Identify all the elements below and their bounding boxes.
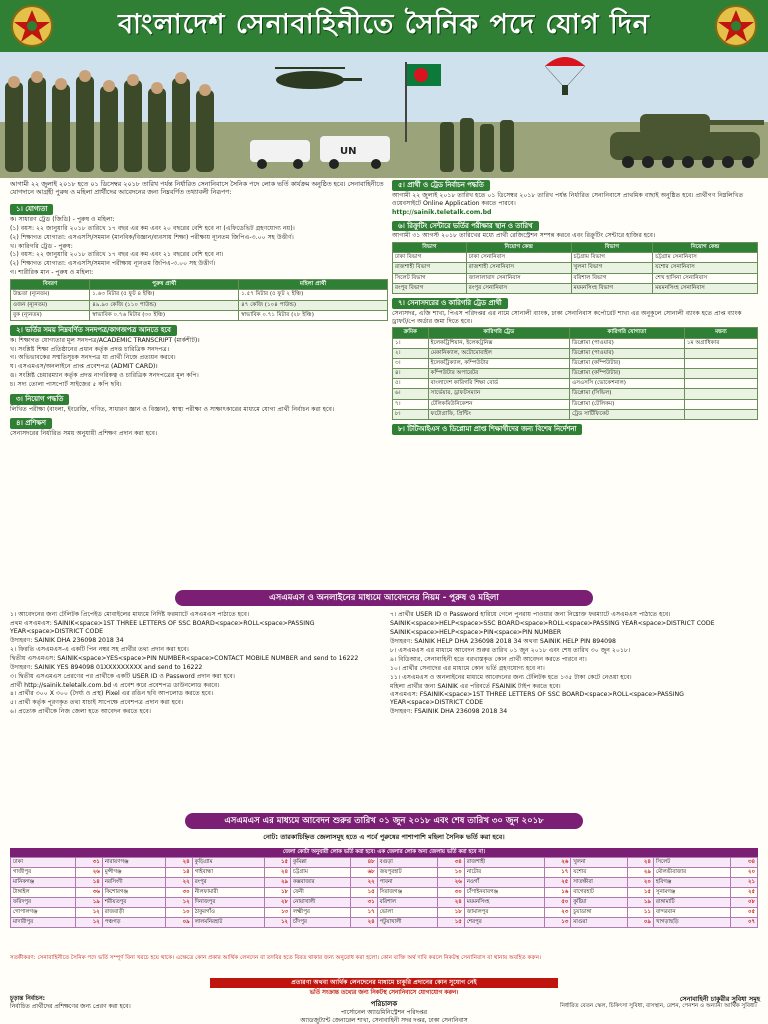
table-cell: ইলেকট্রিক্যাল, কম্পিউটার: [428, 358, 569, 368]
district-quota: ২৪: [264, 867, 290, 877]
district-quota: ৩৪: [438, 857, 464, 867]
documents-list: [10, 337, 388, 390]
contact-note: ভর্তি সংক্রান্ত তথ্যের জন্য নিকটস্থ সেনানিবাসে যোগাযোগ করুন।: [309, 990, 459, 996]
technical-trade-table: [392, 327, 758, 419]
table-cell: বাংলাদেশ কারিগরি শিক্ষা বোর্ড: [428, 379, 569, 389]
table-row: [11, 310, 388, 320]
table-cell: ডিপ্লোমা (টেলিকম): [569, 399, 684, 409]
district-table-heading: জেলা কোটা অনুযায়ী লোক ভর্তি করা হবে। এক জেলার লোক অন্য জেলায় ভর্তি করা হবে না।: [10, 848, 758, 857]
district-name: কুমিল্লা: [290, 857, 350, 867]
army-emblem-icon: [714, 4, 758, 48]
left-column: [10, 204, 388, 438]
table-cell: সিলেট বিভাগ: [393, 273, 467, 283]
table-cell: ডিপ্লোমা (কম্পিউটার): [569, 358, 684, 368]
district-quota: ০৮: [731, 897, 758, 907]
table-cell: ডিপ্লোমা (পাওয়ার): [569, 348, 684, 358]
eligibility-line: খ। কারিগরি ট্রেড - পুরুষ:: [10, 242, 73, 250]
website-url-link[interactable]: http://sainik.teletalk.com.bd: [392, 208, 492, 216]
district-quota: ১২: [76, 907, 102, 917]
director-title: পরিচালক: [370, 1000, 398, 1008]
section-heading-recruiting-centers: ৬। রিক্রুটিং সেন্টারে ভর্তির পরীক্ষার স্থান ও তারিখ: [392, 221, 539, 232]
district-quota: ১০: [166, 907, 192, 917]
district-quota: ২৬: [76, 867, 102, 877]
eligibility-line: ক। সাধারণ ট্রেড (জিডি) - পুরুষ ও মহিলা:: [10, 215, 115, 223]
district-name: চাঁপাইনবাবগঞ্জ: [464, 887, 544, 897]
district-quota: ৬৮: [351, 867, 377, 877]
table-header: মন্তব্য: [684, 328, 757, 338]
eligibility-line: (১) বয়স: ২২ জানুয়ারি ২০১৮ তারিখে ১৭ বছর এর কম এবং ২১ বছরের বেশি হবে না।: [10, 251, 224, 259]
district-quota: ২৪: [627, 857, 653, 867]
table-cell: বরিশাল বিভাগ: [571, 273, 653, 283]
district-name: সিলেট: [653, 857, 730, 867]
district-name: ঠাকুরগাঁও: [192, 907, 264, 917]
district-quota: ২৫: [731, 887, 758, 897]
district-quota: ৩০: [166, 887, 192, 897]
sms-rules-band: এসএমএস ও অনলাইনের মাধ্যমে আবেদনের নিয়ম - পুরুষ ও মহিলা: [175, 590, 593, 606]
eligibility-line: (২) শিক্ষাগত যোগ্যতা: এসএসসি/সমমান পরীক্ষায় ন্যূনতম জিপিএ-৩.০০ সহ উত্তীর্ণ।: [10, 260, 216, 268]
district-name: দিনাজপুর: [192, 897, 264, 907]
benefits-text: নির্ধারিত বেতন স্কেল, চিকিৎসা সুবিধা, বাসস্থান, রেশন, পেনশন ও অন্যান্য আর্থিক সুবিধা।: [560, 1003, 757, 1010]
district-quota: ২৬: [438, 877, 464, 887]
benefits-title: সেনাবাহিনী চাকুরীর সুবিধা সমূহ: [679, 995, 760, 1003]
table-row: [11, 857, 758, 867]
district-quota: ১৮: [438, 907, 464, 917]
district-name: মুন্সীগঞ্জ: [102, 867, 166, 877]
selection-text: লিখিত পরীক্ষা (বাংলা, ইংরেজি, গণিত, সাধারণ জ্ঞান ও বিজ্ঞান), স্বাস্থ্য পরীক্ষা ও সাক্ষাৎকারের মাধ্যমে যোগ্য প্রার্থী নির্বাচন করা হবে।: [10, 405, 335, 413]
sms-line: এসএমএস: FSAINIK<space>1ST THREE LETTERS OF SSC BOARD<space>ROLL<space>PASSING YEAR<space>DISTRICT CODE: [390, 691, 684, 707]
district-quota: ৫০: [544, 897, 570, 907]
district-name: ফেনী: [290, 887, 350, 897]
page-title: বাংলাদেশ সেনাবাহিনীতে সৈনিক পদে যোগ দিন: [118, 9, 650, 40]
table-cell: ট্রেড সার্টিফিকেট: [569, 409, 684, 419]
district-quota: ২২: [166, 877, 192, 887]
district-quota: ০৭: [731, 917, 758, 927]
district-name: ফরিদপুর: [11, 897, 76, 907]
table-cell: টেলিকমিউনিকেশন: [428, 399, 569, 409]
sms-line: ৪। প্রার্থীর ৩০০ X ৩০০ (দৈর্ঘ্য ও প্রস্থ) Pixel এর রঙিন ছবি আপলোড করতে হবে।: [10, 690, 214, 698]
district-name: বগুড়া: [377, 857, 438, 867]
table-cell: রংপুর বিভাগ: [393, 283, 467, 293]
director-line-1: পার্সোনেল অ্যাডমিনিস্ট্রেশন পরিদপ্তর: [340, 1008, 428, 1016]
district-quota: ১৯: [76, 897, 102, 907]
eligibility-list: [10, 216, 388, 278]
table-cell: ১.৬৩ মিটার (৫ ফুট ৪ ইঞ্চি): [90, 290, 239, 300]
application-date-band: এসএমএস এর মাধ্যমে আবেদন শুরুর তারিখ ০১ জুন ২০১৮ এবং শেষ তারিখ ৩০ জুন ২০১৮: [185, 813, 583, 829]
table-row: [393, 348, 758, 358]
district-name: সাতক্ষীরা: [571, 877, 627, 887]
district-name: যশোর: [571, 867, 627, 877]
sms-line: উদাহরণ: SAINIK DHA 236098 2018 34: [10, 636, 124, 644]
district-quota-table: [10, 848, 758, 928]
district-quota: ১৯: [627, 897, 653, 907]
district-quota: ২০: [731, 867, 758, 877]
district-name: গাইবান্ধা: [192, 867, 264, 877]
table-cell: ফটোগ্রাফি, প্রিন্টিং: [428, 409, 569, 419]
district-name: নোয়াখালী: [290, 897, 350, 907]
district-quota: ১২: [76, 917, 102, 927]
district-name: নরসিংদী: [102, 877, 166, 887]
table-cell: ৪৭ কেজি (১০৪ পাউন্ড): [239, 300, 388, 310]
benefits-block: [560, 995, 760, 1010]
district-name: সুনামগঞ্জ: [653, 887, 730, 897]
table-row: [11, 290, 388, 300]
table-cell: শেখ হাসিনা সেনানিবাস: [653, 273, 758, 283]
district-quota: ১৭: [544, 867, 570, 877]
table-cell: [684, 389, 757, 399]
district-quota: ২৪: [438, 897, 464, 907]
table-row: [393, 409, 758, 419]
table-cell: বুক (ন্যূনতম): [11, 310, 90, 320]
document-line: চ। সদ্য তোলা পাসপোর্ট সাইজের ৫ কপি ছবি।: [10, 381, 122, 389]
district-quota: ৩১: [351, 897, 377, 907]
table-cell: মেকানিক্যাল, অটোমোবাইল: [428, 348, 569, 358]
table-cell: চট্টগ্রাম সেনানিবাস: [653, 253, 758, 263]
table-cell: রাজশাহী বিভাগ: [393, 263, 467, 273]
sms-line: ১০। প্রার্থীর সেনাদের এর মাধ্যমে কোন ভর্তি গ্রহণযোগ্য হবে না।: [390, 664, 545, 672]
district-quota: ১৫: [627, 887, 653, 897]
district-name: ময়মনসিংহ: [464, 897, 544, 907]
district-name: বাগেরহাট: [571, 887, 627, 897]
note-band: নোট: তারকাচিহ্নিত জেলাসমূহ হতে এ পর্বে পুরুষের পাশাপাশি মহিলা সৈনিক ভর্তি করা হবে।: [263, 833, 505, 841]
director-block: [280, 1000, 488, 1024]
table-cell: [684, 348, 757, 358]
district-quota: ৩১: [76, 857, 102, 867]
district-name: চুয়াডাঙ্গা: [571, 907, 627, 917]
table-cell: ওজন (ন্যূনতম): [11, 300, 90, 310]
district-name: কুষ্টিয়া: [571, 897, 627, 907]
sms-right-column: [390, 610, 758, 717]
district-quota: ১৫: [351, 887, 377, 897]
table-cell: ৪৯.৯০ কেজি (১১০ পাউন্ড): [90, 300, 239, 310]
sms-line: উদাহরণ: FSAINIK DHA 236098 2018 34: [390, 708, 508, 716]
recruiting-centers-text: আগামী ৩১ আগস্ট ২০১৮ তারিখের মধ্যে প্রার্থী রেজিস্ট্রেশন সম্পন্ন করবে এবং রিক্রুটিং সেন্টারে হাজির হবে।: [392, 232, 656, 240]
sms-line: ৫। প্রার্থী কর্তৃক পূরণকৃত তথ্য যাচাই সাপেক্ষে প্রবেশপত্র প্রদান করা হবে।: [10, 699, 184, 707]
table-cell: ডিপ্লোমা (সিভিল): [569, 389, 684, 399]
sms-line: ৭। প্রার্থীর USER ID ও Password হারিয়ে গেলে পুনরায় পাওয়ার জন্য নিম্নোক্ত ফরম্যাটে এসএমএস পাঠাতে হবে।: [390, 611, 671, 618]
district-quota: ২১: [731, 877, 758, 887]
district-name: মাগুরা: [571, 917, 627, 927]
table-header: কারিগরি ট্রেড: [428, 328, 569, 338]
technical-text: সেনাসদর, এজি শাখা, পিএস পরিদপ্তর এর নামে সোনালী ব্যাংক, ঢাকা সেনানিবাস কর্পোরেট শাখা এর অনুকূলে সোনালী ব্যাংক হতে প্রাপ্ত ব্যাংক ড্রাফট/পে অর্ডার জমা দিতে হবে।: [392, 309, 742, 325]
table-cell: ৮।: [393, 409, 429, 419]
district-quota: ৩৪: [731, 857, 758, 867]
section-heading-application: ৫। প্রার্থী ও ট্রেড নির্বাচন পদ্ধতি: [392, 180, 490, 191]
district-name: নারায়ণগঞ্জ: [102, 857, 166, 867]
district-name: শরীয়তপুর: [102, 897, 166, 907]
district-name: গাজীপুর: [11, 867, 76, 877]
district-name: চাঁদপুর: [290, 917, 350, 927]
table-cell: ৭।: [393, 399, 429, 409]
table-row: [11, 907, 758, 917]
district-name: জামালপুর: [464, 907, 544, 917]
training-text: সেনাসদরের নির্ধারিত সময় অনুযায়ী প্রশিক্ষণ প্রদান করা হবে।: [10, 429, 158, 437]
district-quota: ০৫: [731, 907, 758, 917]
fraud-warning-band: প্রতারণা অথবা আর্থিক লেনদেনের মাধ্যমে চাকুরি প্রদানের কোন সুযোগ নেই: [210, 978, 558, 988]
table-header: বিভাগ: [393, 243, 467, 253]
table-cell: জালালাবাদ সেনানিবাস: [466, 273, 571, 283]
table-cell: খুলনা বিভাগ: [571, 263, 653, 273]
eligibility-line: গ। শারীরিক মান - পুরুষ ও মহিলা:: [10, 269, 94, 277]
district-quota: ৪৮: [351, 857, 377, 867]
sms-line: SAINIK<space>HELP<space>SSC BOARD<space>ROLL<space>PASSING YEAR<space>DISTRICT CODE: [390, 619, 715, 627]
district-name: মৌলভীবাজার: [653, 867, 730, 877]
district-quota: ১২: [166, 897, 192, 907]
table-cell: [684, 369, 757, 379]
district-name: বান্দরবান: [653, 907, 730, 917]
district-name: পাবনা: [377, 877, 438, 887]
district-name: কক্সবাজার: [290, 877, 350, 887]
svg-text:UN: UN: [340, 146, 357, 157]
table-row: [393, 358, 758, 368]
table-cell: [684, 379, 757, 389]
table-row: [393, 273, 758, 283]
table-cell: কম্পিউটার অপারেটর: [428, 369, 569, 379]
district-quota: ১৬: [544, 887, 570, 897]
table-cell: সার্ভেয়ার, ড্রাফটসম্যান: [428, 389, 569, 399]
sms-line: দ্বিতীয় এসএমএস: SAINIK<space>YES<space>PIN NUMBER<space>CONTACT MOBILE NUMBER and send to 16222: [10, 654, 359, 662]
section-heading-technical: ৭। সেনাসদরের ও কারিগরি ট্রেড প্রার্থী: [392, 298, 508, 309]
table-header: নিয়োগ কেন্দ্র: [653, 243, 758, 253]
sms-line: ৯। বিডিআর, সেনাবাহিনী হতে বরখাস্তকৃত কোন প্রার্থী আবেদন করতে পারবে না।: [390, 655, 587, 663]
district-name: খাগড়াছড়ি: [653, 917, 730, 927]
section-heading-eligibility: ১। যোগ্যতা: [10, 204, 53, 215]
sms-line: প্রার্থী http://sainik.teletalk.com.bd এ প্রবেশ করে প্রবেশপত্র ডাউনলোড করবে।: [10, 681, 220, 689]
table-header: ক্রমিক: [393, 328, 429, 338]
right-column: [392, 180, 758, 435]
document-line: খ। সংশ্লিষ্ট শিক্ষা প্রতিষ্ঠানের প্রধান কর্তৃক প্রদত্ত চারিত্রিক সনদপত্র।: [10, 345, 170, 353]
sms-line: ৩। দ্বিতীয় এসএমএস প্রেরণের পর প্রার্থীকে একটি USER ID ও Password প্রদান করা হবে।: [10, 672, 235, 680]
table-header: বিবরণ: [11, 280, 90, 290]
table-row: [393, 399, 758, 409]
document-line: ঘ। এসএমএস/অনলাইনে প্রাপ্ত প্রবেশপত্র (ADMIT CARD)।: [10, 363, 158, 371]
recruiting-centers-table: [392, 242, 758, 294]
table-header: কারিগরি যোগ্যতা: [569, 328, 684, 338]
district-name: চট্টগ্রাম: [290, 867, 350, 877]
district-quota: ১৪: [76, 877, 102, 887]
district-quota: ২৯: [264, 877, 290, 887]
table-cell: স্বাভাবিক ০.৭১ মিটার (২৮ ইঞ্চি): [239, 310, 388, 320]
table-cell: রংপুর সেনানিবাস: [466, 283, 571, 293]
table-cell: [684, 358, 757, 368]
table-header: বিভাগ: [571, 243, 653, 253]
table-cell: ময়মনসিংহ সেনানিবাস: [653, 283, 758, 293]
district-name: রংপুর: [192, 877, 264, 887]
district-name: মানিকগঞ্জ: [11, 877, 76, 887]
district-name: মাদারীপুর: [11, 917, 76, 927]
district-name: ঢাকা: [11, 857, 76, 867]
table-cell: ১।: [393, 338, 429, 348]
table-cell: ডিপ্লোমা (কম্পিউটার): [569, 369, 684, 379]
sms-line: ১১। এসএমএস ও অনলাইনের মাধ্যমে আবেদনের জন্য টেলিটক হতে ১৩৫ টাকা কেটে নেওয়া হবে।: [390, 673, 632, 681]
table-row: [11, 867, 758, 877]
district-quota: ১২: [264, 917, 290, 927]
district-quota: ২০: [627, 877, 653, 887]
district-name: ভোলা: [377, 907, 438, 917]
district-name: কিশোরগঞ্জ: [102, 887, 166, 897]
district-quota: ২২: [351, 877, 377, 887]
table-row: [11, 877, 758, 887]
district-quota: ১৩: [264, 907, 290, 917]
sms-line: ১। আবেদনের জন্য টেলিটক প্রিপেইড মোবাইলের মাধ্যমে নির্দিষ্ট ফরম্যাটে এসএমএস পাঠাতে হবে।: [10, 611, 250, 618]
table-row: [393, 338, 758, 348]
table-cell: ১.৫৭ মিটার (৫ ফুট ২ ইঞ্চি): [239, 290, 388, 300]
district-quota: ১৫: [264, 857, 290, 867]
district-quota: ১৪: [166, 867, 192, 877]
table-cell: চট্টগ্রাম বিভাগ: [571, 253, 653, 263]
header-banner: [0, 0, 768, 52]
district-name: নওগাঁ: [464, 877, 544, 887]
section-heading-diploma: ৮। টিটিআইএস ও ডিপ্লোমা প্রাপ্ত শিক্ষার্থীদের জন্য বিশেষ নির্দেশনা: [392, 424, 582, 435]
document-line: ক। শিক্ষাগত যোগ্যতার মূল সনদপত্র/ACADEMIC TRANSCRIPT (মার্কশীট)।: [10, 336, 200, 344]
table-header: মহিলা প্রার্থী: [239, 280, 388, 290]
table-cell: এসএসসি (ভোকেশনাল): [569, 379, 684, 389]
district-name: সিরাজগঞ্জ: [377, 887, 438, 897]
district-name: গোপালগঞ্জ: [11, 907, 76, 917]
sms-line: প্রথম এসএমএস: SAINIK<space>1ST THREE LETTERS OF SSC BOARD<space>ROLL<space>PASSING YEAR<space>DISTRICT CODE: [10, 619, 315, 635]
district-name: রাজশাহী: [464, 857, 544, 867]
district-quota: ২৪: [166, 857, 192, 867]
intro-paragraph: আগামী ২২ জুলাই ২০১৮ হতে ০১ ডিসেম্বর ২০১৮ তারিখ পর্যন্ত নির্ধারিত সেনানিবাসে সৈনিক পদে লোক ভর্তি কার্যক্রম অনুষ্ঠিত হবে। সেনাবাহিনীতে যোগদানে আগ্রহী পুরুষ ও মহিলা প্রার্থীদের আবেদনের জন্য নিম্নবর্ণিত তথ্যাবলী নিরূপণ:: [10, 180, 384, 197]
table-cell: ৬।: [393, 389, 429, 399]
sms-left-column: [10, 610, 382, 717]
table-cell: ঢাকা সেনানিবাস: [466, 253, 571, 263]
district-quota: ০৯: [166, 917, 192, 927]
district-name: টাঙ্গাইল: [11, 887, 76, 897]
final-selection-title: চূড়ান্ত নির্বাচন:: [10, 995, 46, 1002]
warning-note: সতর্কীকরণ: সেনাবাহিনীতে সৈনিক পদে ভর্তি সম্পূর্ণ বিনা খরচে হয়ে থাকে। এক্ষেত্রে কোন প্রকার আর্থিক লেনদেন বা তদবির হতে বিরত থাকার জন্য অনুরোধ করা হলো। কোন ব্যক্তি অর্থ দাবি করলে নিকটস্থ সেনানিবাস বা থানায় অবহিত করুন।: [10, 955, 542, 961]
district-name: খুলনা: [571, 857, 627, 867]
district-name: পঞ্চগড়: [102, 917, 166, 927]
table-row: [393, 389, 758, 399]
sms-line: ২। ফিরতি এসএমএস-এ একটি পিন নম্বর সহ প্রার্থীর তথ্য প্রদান করা হবে।: [10, 645, 189, 653]
table-cell: ঢাকা বিভাগ: [393, 253, 467, 263]
table-cell: [684, 399, 757, 409]
table-cell: যশোর সেনানিবাস: [653, 263, 758, 273]
district-quota: ২৪: [351, 917, 377, 927]
district-name: কুড়িগ্রাম: [192, 857, 264, 867]
sms-line: উদাহরণ: SAINIK YES 894098 01XXXXXXXXX and send to 16222: [10, 663, 203, 671]
district-quota: ২৮: [264, 897, 290, 907]
table-row: [11, 917, 758, 927]
sms-line: উদাহরণ: SAINIK HELP DHA 236098 2018 34 অথবা SAINIK HELP PIN 894098: [390, 637, 616, 645]
table-cell: রাজশাহী সেনানিবাস: [466, 263, 571, 273]
table-row: [11, 300, 388, 310]
district-name: রাজবাড়ী: [102, 907, 166, 917]
table-row: [393, 283, 758, 293]
district-quota: ১৮: [264, 887, 290, 897]
table-cell: [684, 409, 757, 419]
table-cell: ৩।: [393, 358, 429, 368]
table-cell: ডিপ্লোমা (পাওয়ার): [569, 338, 684, 348]
final-selection-block: [10, 995, 150, 1010]
document-line: গ। অভিভাবকের সম্মতিসূচক সনদপত্র যা প্রার্থী নিজে প্রত্যয়ন করবে।: [10, 354, 176, 362]
eligibility-line: (১) বয়স: ২২ জানুয়ারি ২০১৮ তারিখে ১৭ বছর এর কম এবং ২০ বছরের বেশি হবে না (এফিডেভিট গ্রহণযোগ্য নয়)।: [10, 224, 295, 232]
district-quota: ১১: [627, 907, 653, 917]
sms-instructions-right: [390, 611, 758, 716]
district-quota: ৩৬: [76, 887, 102, 897]
table-cell: স্বাভাবিক ০.৭৬ মিটার (৩০ ইঞ্চি): [90, 310, 239, 320]
table-row: [393, 369, 758, 379]
table-cell: উচ্চতা (ন্যূনতম): [11, 290, 90, 300]
district-name: লালমনিরহাট: [192, 917, 264, 927]
table-row: [393, 253, 758, 263]
district-name: বরিশাল: [377, 897, 438, 907]
district-quota: ১৭: [351, 907, 377, 917]
district-quota: ০৯: [627, 917, 653, 927]
table-cell: ১ম অগ্রাধিকার: [684, 338, 757, 348]
district-quota: ২৫: [544, 877, 570, 887]
district-quota: ১০: [438, 867, 464, 877]
final-selection-text: নির্বাচিত প্রার্থীদের প্রশিক্ষণের জন্য প্রেরণ করা হবে।: [10, 1002, 131, 1010]
district-name: রাঙ্গামাটি: [653, 897, 730, 907]
section-heading-documents: ২। ভর্তির সময় নিম্নবর্ণিত সনদপত্র/কাগজপত্র আনতে হবে: [10, 325, 177, 336]
intro-text: [10, 180, 388, 196]
sms-line: মহিলা প্রার্থীর জন্য SAINIK এর পরিবর্তে FSAINIK টাইপ করতে হবে।: [390, 682, 561, 690]
section-heading-training: ৪। প্রশিক্ষণ: [10, 418, 52, 429]
sms-line: SAINIK<space>HELP<space>PIN<space>PIN NUMBER: [390, 628, 562, 636]
district-name: শেরপুর: [464, 917, 544, 927]
table-row: [393, 379, 758, 389]
table-header: নিয়োগ কেন্দ্র: [466, 243, 571, 253]
table-cell: ৫।: [393, 379, 429, 389]
soldiers-photo-banner: [0, 52, 768, 178]
district-name: পটুয়াখালী: [377, 917, 438, 927]
application-text: আগামী ২২ জুলাই ২০১৮ তারিখ হতে ০১ ডিসেম্বর ২০১৮ তারিখ পর্যন্ত নির্ধারিত সেনানিবাসে প্রাথমিক বাছাই অনুষ্ঠিত হবে। প্রার্থীগণ নিম্নলিখিত ওয়েবসাইটে Online Application করতে পারবে।: [392, 191, 744, 207]
eligibility-line: (২) শিক্ষাগত যোগ্যতা: এসএসসি/সমমান (মানবিক/বিজ্ঞান/ব্যবসায় শিক্ষা) পরীক্ষায় ন্যূনতম জিপিএ-৩.০০ সহ উত্তীর্ণ।: [10, 233, 294, 241]
district-name: নীলফামারী: [192, 887, 264, 897]
sms-line: ৮। এসএমএস এর মাধ্যমে আবেদন শুরুর তারিখ ০১ জুন ২০১৮ এবং শেষ তারিখ ৩০ জুন ২০১৮।: [390, 646, 631, 654]
table-cell: ৪।: [393, 369, 429, 379]
sms-instructions-left: [10, 611, 382, 716]
table-cell: ময়মনসিংহ বিভাগ: [571, 283, 653, 293]
district-name: লক্ষ্মীপুর: [290, 907, 350, 917]
district-name: জয়পুরহাট: [377, 867, 438, 877]
document-line: ঙ। সংশ্লিষ্ট চেয়ারম্যান কর্তৃক প্রদত্ত নাগরিকত্ব ও চারিত্রিক সনদপত্রের মূল কপি।: [10, 372, 199, 380]
section-heading-selection: ৩। নিয়োগ পদ্ধতি: [10, 394, 69, 405]
table-row: [11, 887, 758, 897]
director-line-2: অ্যাডজুট্যান্ট জেনারেল শাখা, সেনাবাহিনী সদর দপ্তর, ঢাকা সেনানিবাস: [300, 1016, 468, 1024]
district-quota: ২৩: [544, 907, 570, 917]
district-quota: ১৫: [438, 917, 464, 927]
army-emblem-icon: [10, 4, 54, 48]
district-quota: ২৬: [544, 857, 570, 867]
table-row: [11, 897, 758, 907]
table-header: পুরুষ প্রার্থী: [90, 280, 239, 290]
district-quota: ১৩: [544, 917, 570, 927]
table-cell: ইলেকট্রিশিয়ান, ইলেকট্রনিক্স: [428, 338, 569, 348]
district-quota: ২৯: [627, 867, 653, 877]
table-row: [393, 263, 758, 273]
district-quota: ৩০: [438, 887, 464, 897]
district-name: নাটোর: [464, 867, 544, 877]
physical-standard-table: [10, 279, 388, 321]
district-name: হবিগঞ্জ: [653, 877, 730, 887]
table-cell: ২।: [393, 348, 429, 358]
sms-line: ৬। প্রত্যেক প্রার্থীকে নিজ জেলা হতে আবেদন করতে হবে।: [10, 708, 152, 716]
